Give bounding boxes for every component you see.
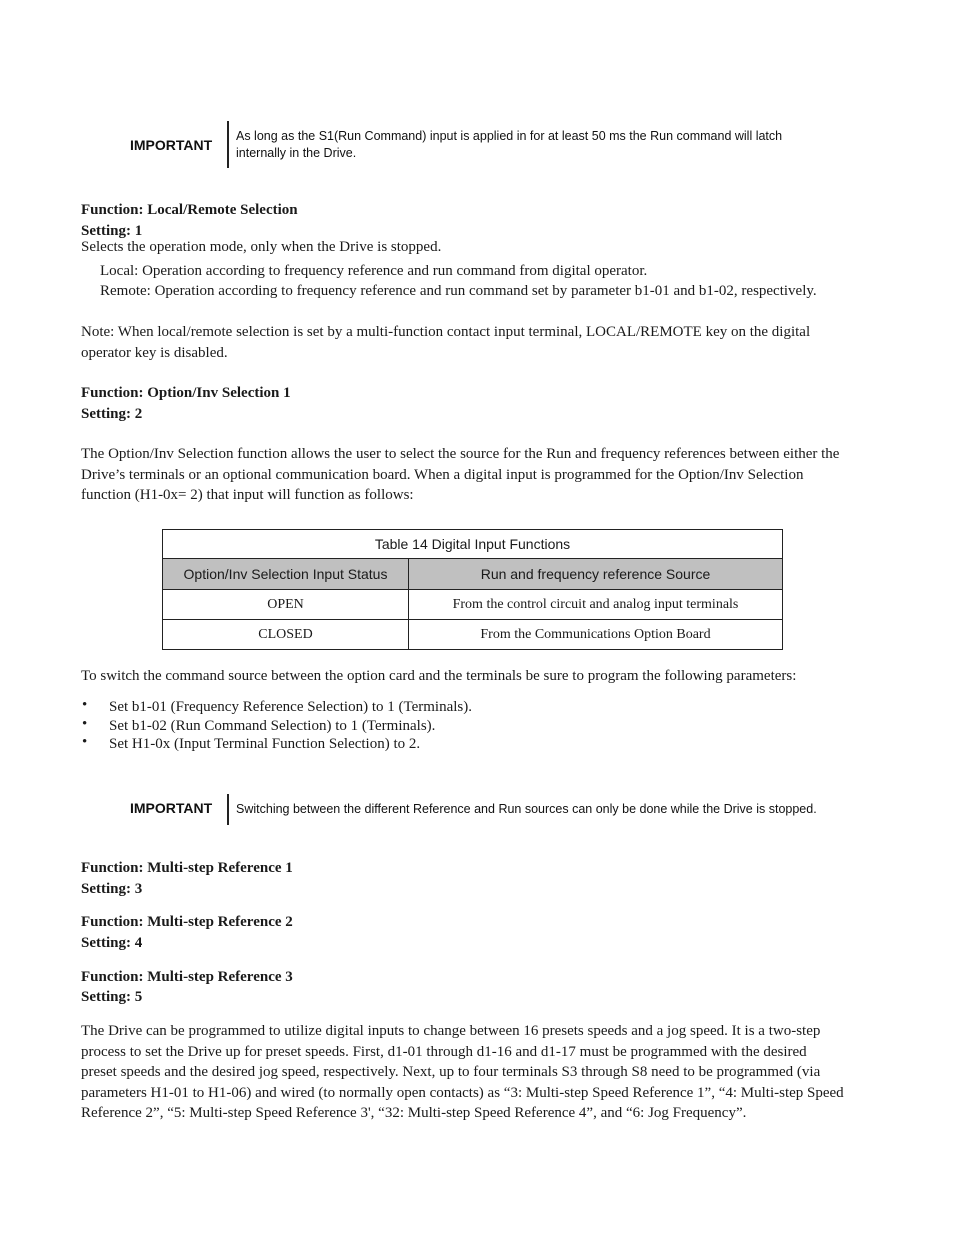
local-mode-description: Local: Operation according to frequency reference and run command from digital operator. (100, 263, 648, 279)
table-header-cell: Option/Inv Selection Input Status (163, 559, 409, 590)
note-line: Note: When local/remote selection is set by a multi-function contact input terminal, LOCAL/REMOTE key on the digital (81, 324, 811, 340)
function-heading: Function: Multi-step Reference 1 (81, 860, 293, 876)
bullet-marker: • (82, 734, 88, 750)
list-item: Set b1-01 (Frequency Reference Selection) to 1 (Terminals). (109, 699, 472, 715)
body-paragraph (81, 444, 839, 506)
table-header-cell: Run and frequency reference Source (409, 559, 783, 590)
function-heading: Function: Local/Remote Selection (81, 202, 298, 218)
remote-mode-description: Remote: Operation according to frequency reference and run command set by parameter b1-01 and b1-02, respectively. (100, 283, 817, 299)
body-paragraph: Selects the operation mode, only when the Drive is stopped. (81, 239, 442, 255)
important-note-text (236, 128, 782, 162)
body-paragraph (81, 1021, 844, 1124)
paragraph-line: Reference 2”, “5: Multi-step Speed Reference 3', “32: Multi-step Speed Reference 4”, and “6: Jog Frequency”. (81, 1105, 747, 1121)
table-cell: OPEN (163, 590, 409, 620)
paragraph-line: process to set the Drive up for preset speeds. First, d1-01 through d1-16 and d1-17 must be programmed with the desired (81, 1043, 807, 1060)
bullet-marker: • (82, 716, 88, 732)
table-row (163, 620, 783, 650)
function-heading: Function: Multi-step Reference 2 (81, 914, 293, 930)
body-paragraph: To switch the command source between the option card and the terminals be sure to program the following parameters: (81, 668, 797, 684)
list-item: Set H1-0x (Input Terminal Function Selection) to 2. (109, 736, 421, 752)
table-cell: From the Communications Option Board (409, 620, 783, 650)
function-heading: Function: Option/Inv Selection 1 (81, 385, 291, 401)
setting-heading: Setting: 3 (81, 881, 143, 897)
paragraph-line: preset speeds and the desired jog speed, respectively. Next, up to four terminals S3 through S8 need to be programmed (via (81, 1064, 821, 1080)
paragraph-line: Drive’s terminals or an optional communication board. When a digital input is programmed for the Option/Inv Selection (81, 466, 804, 483)
important-note-text: Switching between the different Reference and Run sources can only be done while the Drive is stopped. (236, 802, 817, 816)
important-label: IMPORTANT (130, 137, 213, 153)
setting-heading: Setting: 1 (81, 223, 143, 239)
table-row (163, 590, 783, 620)
table-cell: From the control circuit and analog input terminals (409, 590, 783, 620)
table-cell: CLOSED (163, 620, 409, 650)
table-caption: Table 14 Digital Input Functions (163, 530, 783, 559)
paragraph-line: function (H1-0x= 2) that input will function as follows: (81, 487, 414, 503)
note-line: operator key is disabled. (81, 344, 228, 361)
setting-heading: Setting: 2 (81, 406, 143, 422)
setting-heading: Setting: 4 (81, 935, 143, 951)
paragraph-line: parameters H1-01 to H1-06) and wired (to normally open contacts) as “3: Multi-step Speed Reference 1”, “4: Multi-step Speed (81, 1084, 844, 1101)
important-label: IMPORTANT (130, 800, 213, 816)
important-divider (227, 794, 229, 825)
digital-input-functions-table (162, 529, 783, 650)
function-heading: Function: Multi-step Reference 3 (81, 969, 293, 985)
important-note-line: internally in the Drive. (236, 146, 357, 160)
note-paragraph (81, 322, 810, 363)
list-item: Set b1-02 (Run Command Selection) to 1 (Terminals). (109, 718, 436, 734)
paragraph-line: The Option/Inv Selection function allows the user to select the source for the Run and frequency references between either the (81, 446, 840, 462)
important-divider (227, 121, 229, 168)
important-note-line: As long as the S1(Run Command) input is applied in for at least 50 ms the Run command will latch (236, 129, 783, 143)
paragraph-line: The Drive can be programmed to utilize digital inputs to change between 16 presets speeds and a jog speed. It is a two-step (81, 1023, 821, 1039)
bullet-marker: • (82, 697, 88, 713)
setting-heading: Setting: 5 (81, 989, 143, 1005)
